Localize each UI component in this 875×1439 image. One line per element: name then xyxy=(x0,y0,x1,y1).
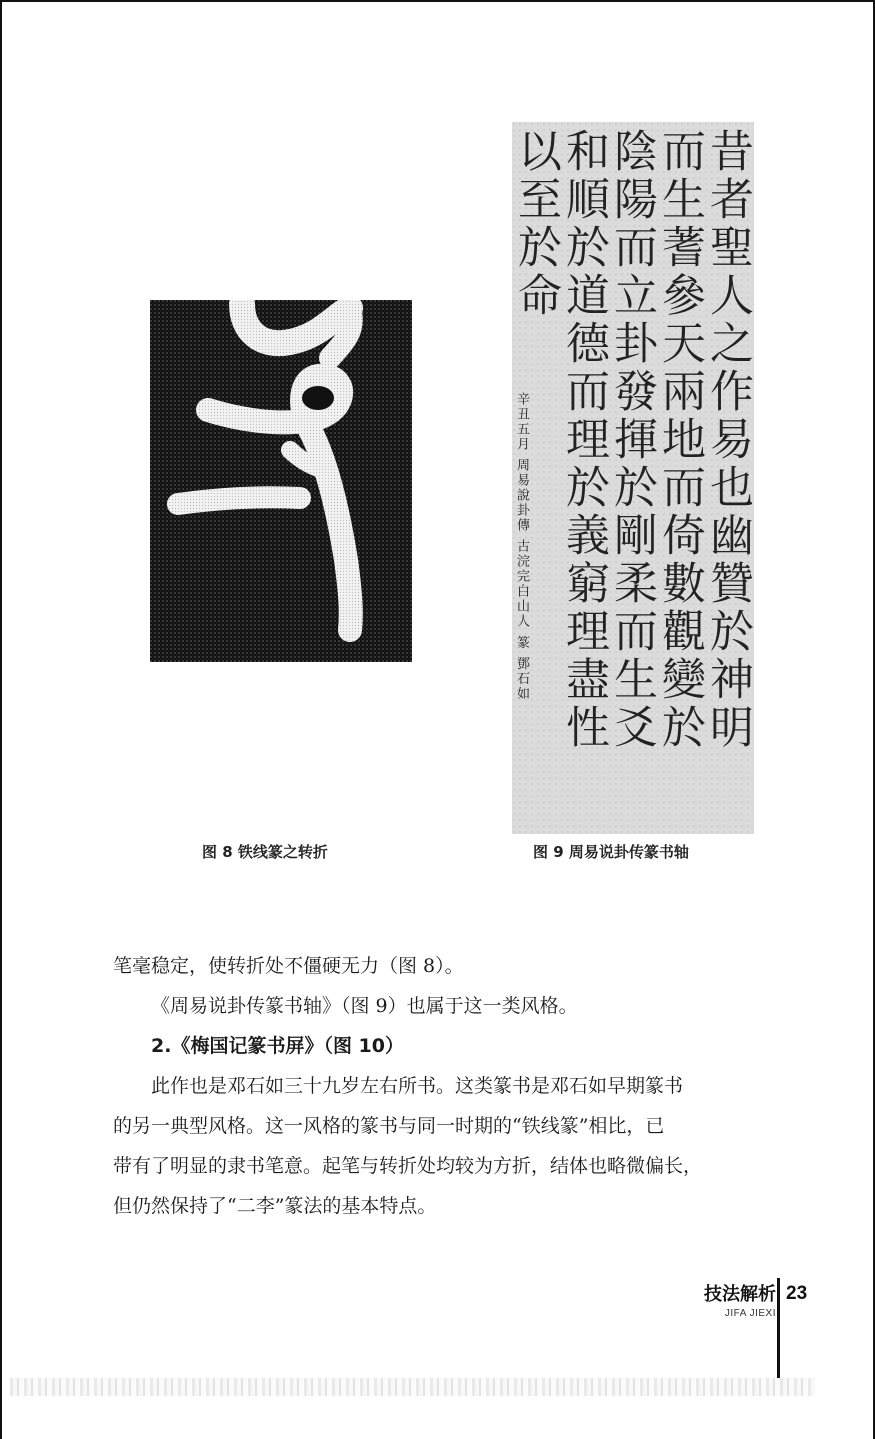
page-number: 23 xyxy=(786,1283,808,1304)
page-edge-left xyxy=(0,0,2,1439)
body-para3-line-2: 的另一典型风格。这一风格的篆书与同一时期的“铁线篆”相比，已 xyxy=(113,1115,665,1137)
body-text xyxy=(113,946,773,1226)
running-footer xyxy=(668,1280,776,1319)
footer-section-subtitle: JIFA JIEXI xyxy=(724,1308,776,1319)
scroll-column-1: 昔者聖人之作易也幽贊於神明 xyxy=(702,128,753,752)
footer-section-title: 技法解析 xyxy=(704,1284,776,1305)
body-line-1: 笔毫稳定，使转折处不僵硬无力（图 8）。 xyxy=(113,955,464,977)
figure-9-caption: 图 9 周易说卦传篆书轴 xyxy=(533,843,689,861)
scroll-column-2: 而生蓍參天兩地而倚數觀變於 xyxy=(654,128,705,752)
figure-8-rubbing-image xyxy=(150,300,412,662)
body-para3-line-1: 此作也是邓石如三十九岁左右所书。这类篆书是邓石如早期篆书 xyxy=(151,1075,684,1097)
section-heading: 2.《梅国记篆书屏》（图 10） xyxy=(151,1035,404,1057)
body-para3-line-4: 但仍然保持了“二李”篆法的基本特点。 xyxy=(113,1195,437,1217)
figure-8-caption: 图 8 铁线篆之转折 xyxy=(202,843,328,861)
figure-9-calligraphy-scroll xyxy=(512,122,754,834)
body-para3-line-3: 带有了明显的隶书笔意。起笔与转折处均较为方折，结体也略微偏长， xyxy=(113,1155,703,1177)
scroll-column-4: 和順於道德而理於義窮理盡性 xyxy=(558,128,609,752)
page-edge-top xyxy=(0,0,875,2)
scroll-inscription: 辛丑五月 周易說卦傳 古浣完白山人 篆 鄧石如 xyxy=(514,392,529,702)
body-line-2: 《周易说卦传篆书轴》（图 9）也属于这一类风格。 xyxy=(151,995,578,1017)
scroll-column-3: 陰陽而立卦發揮於剛柔而生爻 xyxy=(606,128,657,752)
scroll-column-5: 以至於命 xyxy=(510,128,561,320)
scan-noise-strip xyxy=(10,1378,815,1396)
footer-divider xyxy=(777,1278,780,1378)
